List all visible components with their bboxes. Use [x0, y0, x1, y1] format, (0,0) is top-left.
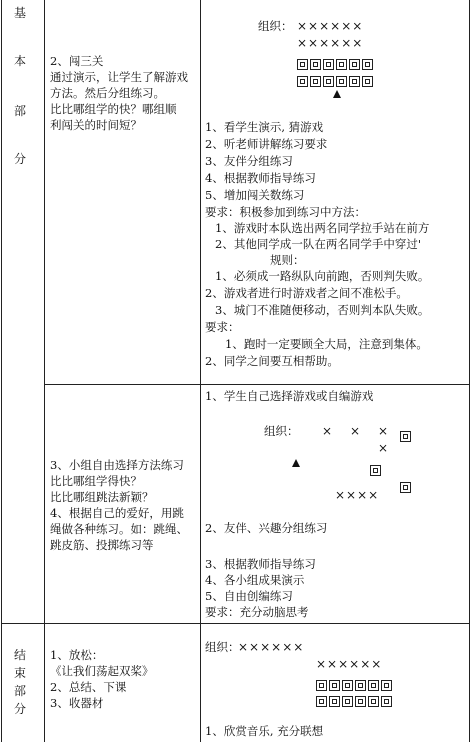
- text-line: 4、根据自己的爱好，用跳: [50, 506, 184, 520]
- square-mark: [400, 477, 413, 496]
- text-line: 方法。然后分组练习。: [50, 86, 165, 100]
- cross-mark: ×: [322, 424, 334, 438]
- cross-row: ××××××: [297, 19, 364, 33]
- teacher-triangle-icon: [333, 90, 341, 98]
- text-line: 2、总结、下课: [50, 680, 127, 694]
- text-line: 3、友伴分组练习: [205, 154, 293, 168]
- text-line: 1、学生自己选择游戏或自编游戏: [205, 389, 374, 403]
- section-char: 束: [14, 666, 27, 680]
- teacher-triangle-icon: [292, 459, 300, 467]
- text-line: 3、收器材: [50, 696, 104, 710]
- text-line: 2、同学之间要互相帮助。: [205, 354, 339, 368]
- square-row: [316, 691, 394, 710]
- text-line: 要求：充分动脑思考: [205, 605, 309, 619]
- text-line: 比比哪组学得快？: [50, 474, 142, 488]
- cross-row: ××××××: [297, 36, 364, 50]
- text-line: 要求：积极参加到练习中方法：: [205, 205, 366, 219]
- text-line: 3、根据教师指导练习: [205, 557, 316, 571]
- text-line: 通过演示，让学生了解游戏: [50, 70, 188, 84]
- text-line: 1、欣赏音乐, 充分联想: [205, 724, 324, 738]
- text-line: 2、友伴、兴趣分组练习: [205, 521, 328, 535]
- section-char: 分: [14, 152, 27, 166]
- text-line: 1、游戏时本队选出两名同学拉手站在前方: [215, 221, 430, 235]
- org-label: 组织：: [258, 19, 293, 33]
- column-divider-2: [200, 0, 201, 742]
- section-char: 分: [14, 702, 27, 716]
- text-line: 规则：: [270, 253, 305, 267]
- section-char: 部: [14, 104, 27, 118]
- text-line: 1、放松：: [50, 648, 104, 662]
- section-char: 本: [14, 54, 27, 68]
- cross-mark: ×: [378, 441, 390, 455]
- org-label: 组织：: [264, 424, 299, 438]
- text-line: 5、自由创编练习: [205, 589, 293, 603]
- table-border-right: [469, 0, 470, 742]
- row-divider-1: [44, 384, 470, 385]
- text-line: 《让我们荡起双桨》: [50, 664, 154, 678]
- text-line: 2、游戏者进行时游戏者之间不准松手。: [205, 286, 408, 300]
- cross-row: ××××××: [238, 640, 305, 654]
- cross-mark: ×: [350, 424, 362, 438]
- section-char: 部: [14, 684, 27, 698]
- text-line: 2、听老师讲解练习要求: [205, 137, 328, 151]
- text-line: 4、各小组成果演示: [205, 573, 305, 587]
- cross-row: ××××××: [316, 657, 383, 671]
- cross-mark: ×: [378, 424, 390, 438]
- text-line: 跳皮筋、投掷练习等: [50, 538, 154, 552]
- row-divider-2: [1, 623, 470, 624]
- text-line: 绳做各种练习。如：跳绳、: [50, 522, 188, 536]
- square-mark: [400, 426, 413, 445]
- cross-row: ××××: [335, 488, 380, 502]
- org-label: 组织：: [205, 640, 240, 654]
- text-line: 5、增加闯关数练习: [205, 188, 305, 202]
- text-line: 比比哪组学的快？哪组顺: [50, 102, 177, 116]
- text-line: 3、小组自由选择方法练习: [50, 458, 184, 472]
- text-line: 1、必须成一路纵队向前跑，否则判失败。: [215, 269, 430, 283]
- section-char: 基: [14, 6, 27, 20]
- text-line: 2、其他同学成一队在两名同学手中穿过': [215, 237, 421, 251]
- section-char: 结: [14, 648, 27, 662]
- column-divider-1: [44, 0, 45, 742]
- table-border-left: [1, 0, 2, 742]
- text-line: 4、根据教师指导练习: [205, 171, 316, 185]
- square-mark: [370, 460, 383, 479]
- text-line: 要求：: [205, 320, 240, 334]
- text-line: 比比哪组跳法新颖？: [50, 490, 154, 504]
- text-line: 1、看学生演示, 猜游戏: [205, 120, 324, 134]
- text-line: 3、城门不准随便移动，否则判本队失败。: [215, 303, 430, 317]
- square-row: [297, 71, 375, 90]
- text-line: 1、跑时一定要顾全大局，注意到集体。: [225, 337, 428, 351]
- text-line: 2、闯三关: [50, 54, 104, 68]
- text-line: 利闯关的时间短？: [50, 118, 142, 132]
